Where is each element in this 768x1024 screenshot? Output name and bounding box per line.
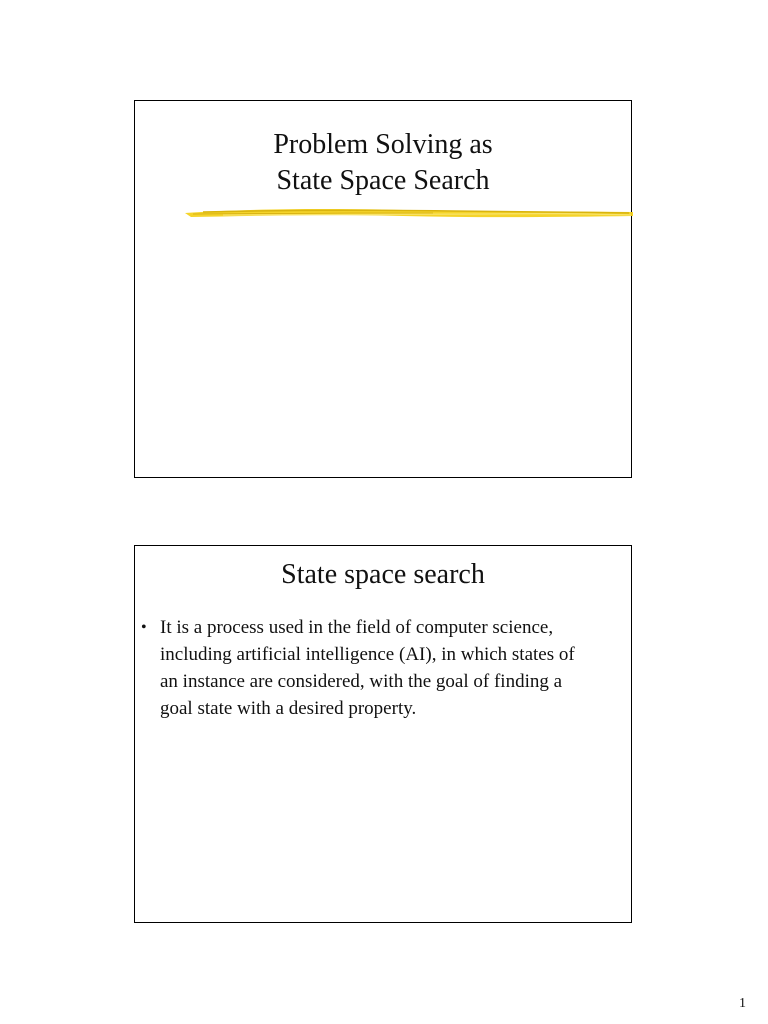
slide-2: [134, 545, 632, 923]
bullet-icon: •: [141, 619, 147, 636]
slide-1: [134, 100, 632, 478]
bullet-text: It is a process used in the field of computer science, including artificial intelligence (AI), in which states of an instance are considered, with the goal of finding a goal state with a desired property.: [160, 617, 575, 719]
brush-underline-icon: [183, 201, 635, 223]
slide-1-title-line-1: Problem Solving as: [273, 129, 493, 160]
slide-1-title-line-2: State Space Search: [276, 165, 490, 196]
slide-2-title: State space search: [281, 559, 485, 590]
bullet-item: [141, 614, 581, 722]
slide-1-title: [135, 127, 631, 199]
page-number: 1: [739, 996, 746, 1011]
slide-2-bullet-list: [141, 614, 581, 722]
